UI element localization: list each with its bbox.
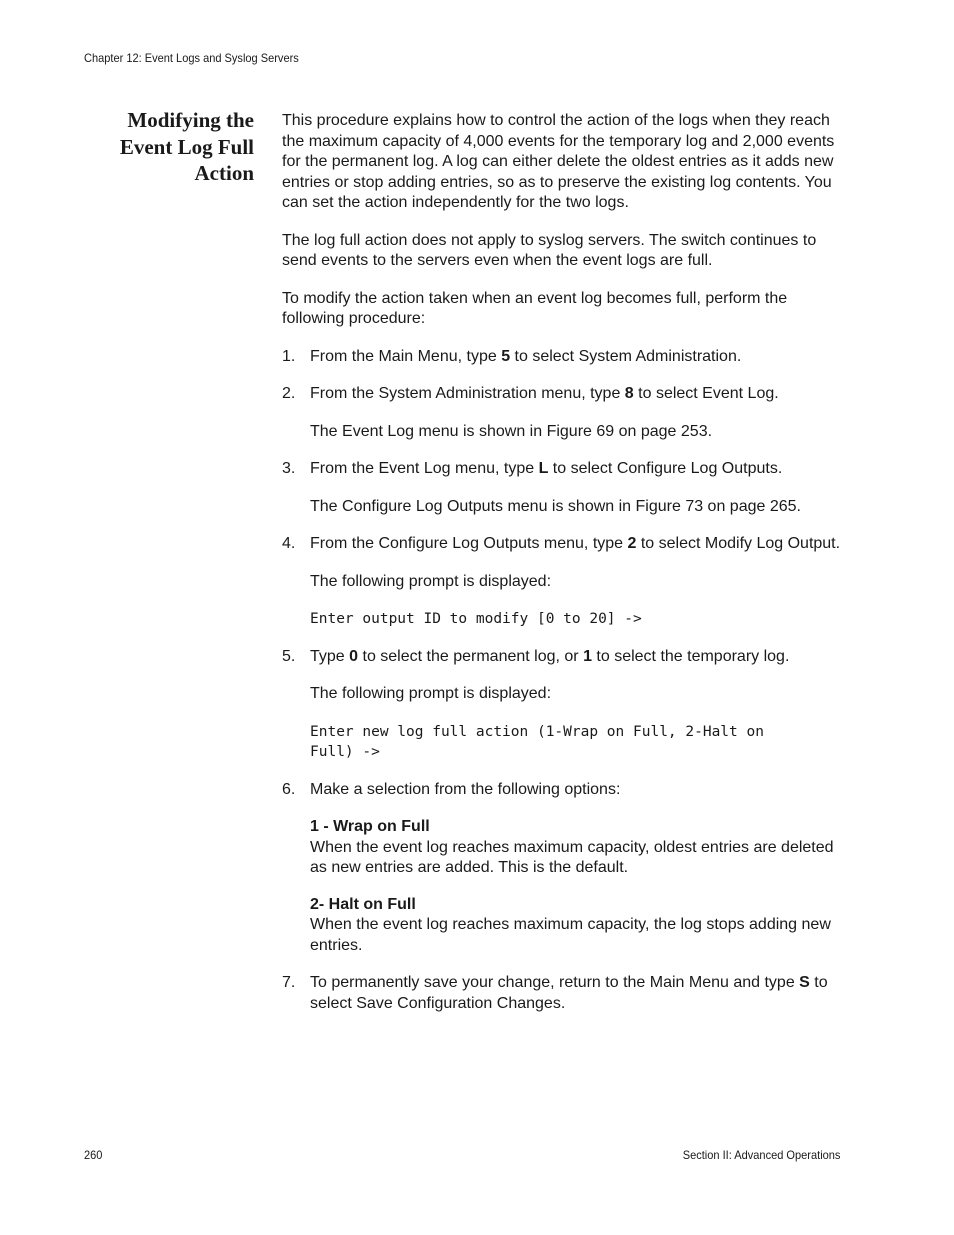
step-text: From the Main Menu, type 5 to select System Administration. [310,347,742,365]
step-number: 4. [282,535,296,552]
step-7 [282,973,847,1014]
step-2 [282,384,847,442]
key-command: L [538,460,549,477]
key-command: S [799,974,810,991]
step-3 [282,459,847,517]
section-heading-line: Action [194,161,254,185]
step-text: To permanently save your change, return to the Main Menu and type S to select Save Configuration Changes. [310,974,828,1012]
key-command: 5 [501,347,511,365]
key-command: 0 [349,647,359,665]
step-number: 5. [282,647,296,665]
step-text: Make a selection from the following options: [310,780,621,798]
step-note: The Configure Log Outputs menu is shown in Figure 73 on page 265. [310,497,801,515]
option-wrap-on-full [310,817,847,879]
option-halt-on-full [310,895,847,957]
key-command: 2 [627,535,637,552]
intro-paragraph: To modify the action taken when an event log becomes full, perform the following procedure: [282,289,788,327]
option-title: 2- Halt on Full [310,895,416,913]
step-5 [282,647,847,763]
cli-prompt: Enter new log full action (1-Wrap on Full, 2-Halt on Full) -> [310,723,773,760]
step-number: 7. [282,974,296,991]
step-number: 1. [282,347,296,365]
section-heading [84,107,254,187]
step-text: From the System Administration menu, type 8 to select Event Log. [310,385,779,402]
step-number: 6. [282,780,296,798]
intro-paragraph: This procedure explains how to control the action of the logs when they reach the maximum capacity of 4,000 events for the temporary log and 2,000 events for the permanent log. A log can either delete the oldest entries as it adds new entries or stop adding entries, so as to preserve the existing log contents. You can set the action independently for the two logs. [282,112,835,211]
step-4 [282,534,847,630]
body-content [282,111,847,1031]
step-number: 2. [282,385,296,402]
chapter-header: Chapter 12: Event Logs and Syslog Servers [84,51,299,65]
step-text: From the Configure Log Outputs menu, type 2 to select Modify Log Output. [310,535,841,552]
step-text: Type 0 to select the permanent log, or 1 to select the temporary log. [310,647,790,665]
key-command: 8 [624,385,634,402]
intro-paragraph: The log full action does not apply to syslog servers. The switch continues to send events to the servers even when the event logs are full. [282,231,817,269]
step-number: 3. [282,460,296,477]
section-heading-line: Event Log Full [119,134,254,159]
procedure-steps [282,347,847,1015]
option-description: When the event log reaches maximum capacity, oldest entries are deleted as new entries are added. This is the default. [310,838,834,876]
footer-section: Section II: Advanced Operations [682,1148,840,1162]
step-6 [282,780,847,957]
cli-prompt: Enter output ID to modify [0 to 20] -> [310,611,642,627]
step-note: The following prompt is displayed: [310,685,552,702]
section-heading-line: Modifying the [127,108,254,132]
option-title: 1 - Wrap on Full [310,818,430,835]
key-command: 1 [583,647,592,665]
step-note: The Event Log menu is shown in Figure 69 on page 253. [310,422,713,440]
step-text: From the Event Log menu, type L to select Configure Log Outputs. [310,460,783,477]
page-number: 260 [84,1148,103,1162]
step-1 [282,347,847,368]
step-note: The following prompt is displayed: [310,572,552,590]
option-description: When the event log reaches maximum capacity, the log stops adding new entries. [310,916,831,954]
